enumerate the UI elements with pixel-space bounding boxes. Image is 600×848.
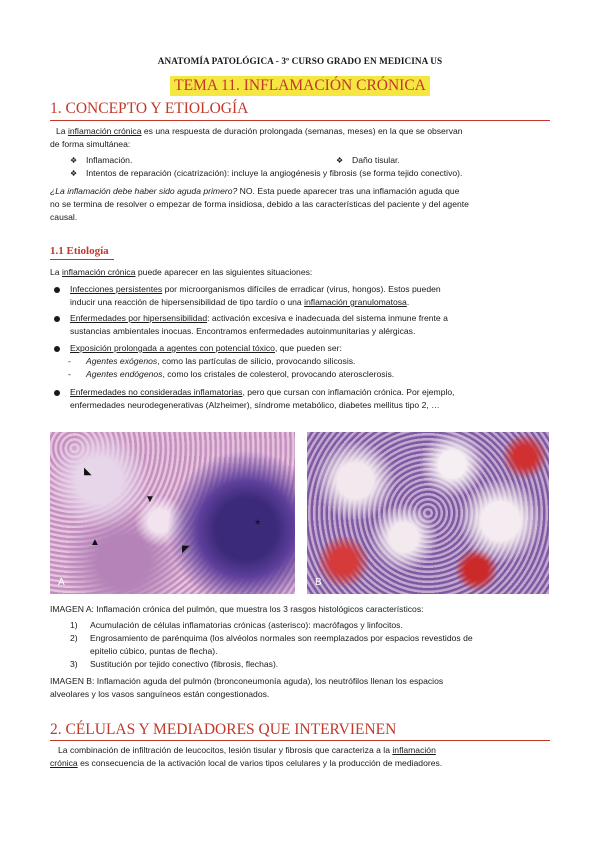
dash-icon: - (68, 369, 71, 379)
image-b-label: B (315, 577, 322, 588)
etio-item-hipersensibilidad (70, 312, 550, 338)
section2-heading: 2. CÉLULAS Y MEDIADORES QUE INTERVIENEN (50, 721, 397, 738)
etio-text: , que pueden ser: (274, 343, 342, 353)
sub-item-exogenos (86, 355, 546, 368)
etio-term: Infecciones persistentes (70, 284, 163, 294)
image-a-label: A (58, 577, 65, 588)
bullet-icon (54, 390, 60, 396)
caption-a-num: 3) (70, 659, 78, 669)
etiologia-intro (50, 266, 550, 279)
answer-3: causal. (50, 212, 78, 222)
caption-a-item: Sustitución por tejido conectivo (fibrosis, flechas). (90, 659, 279, 669)
etio-text: . (406, 297, 410, 307)
etio-item-infecciones (70, 283, 550, 309)
etio-text: enfermedades neurodegenerativas (Alzheimer), síndrome metabólico, diabetes mellitus tipo 2, … (70, 400, 440, 410)
caption-a-item: Acumulación de células inflamatorias crónicas (asterisco): macrófagos y linfocitos. (90, 620, 403, 630)
s2-text: es consecuencia de la activación local de varios tipos celulares y la producción de mediadores. (77, 758, 443, 768)
sub-term: Agentes endógenos (86, 369, 163, 379)
section1-intro (50, 125, 550, 151)
intro-post: es una respuesta de duración prolongada (semanas, meses) en la que se observan (141, 126, 463, 136)
caption-b-line: alveolares y los vasos sanguíneos están congestionados. (50, 689, 270, 699)
dash-icon: - (68, 356, 71, 366)
etio-term: Exposición prolongada a agentes con potencial tóxico (70, 343, 275, 353)
etio-intro-term: inflamación crónica (61, 267, 136, 277)
s2-term: inflamación (392, 745, 436, 755)
bullet-icon (54, 346, 60, 352)
histology-image-b (307, 432, 549, 594)
arrowhead-icon: ▲ (90, 537, 100, 548)
section2-paragraph (50, 744, 550, 770)
bullet-icon (54, 287, 60, 293)
bullet-icon (54, 316, 60, 322)
section2-rule (50, 740, 550, 741)
list-item-dano: Daño tisular. (352, 155, 400, 165)
section1-rule (50, 120, 550, 121)
caption-a-num: 1) (70, 620, 78, 630)
etiologia-heading: 1.1 Etiología (50, 245, 109, 257)
diamond-icon: ❖ (70, 169, 78, 178)
title-wrap (0, 76, 600, 96)
caption-a-item (90, 632, 550, 658)
arrow-icon: ◤ (182, 544, 190, 555)
list-item-inflamacion: Inflamación. (86, 155, 133, 165)
topic-title: TEMA 11. INFLAMACIÓN CRÓNICA (170, 76, 430, 96)
etio-text: inducir una reacción de hipersensibilidad de tipo tardío o una (70, 297, 305, 307)
question-paragraph (50, 185, 550, 224)
arrowhead-icon: ▼ (145, 494, 155, 505)
course-header: ANATOMÍA PATOLÓGICA - 3º CURSO GRADO EN MEDICINA US (157, 56, 443, 66)
etiologia-rule (50, 259, 114, 260)
caption-a-item-line: Engrosamiento de parénquima (los alvéolos normales son reemplazados por espacios revestidos de (90, 633, 473, 643)
etio-term: inflamación granulomatosa (304, 297, 407, 307)
sub-item-endogenos (86, 368, 546, 381)
etio-text: , pero que cursan con inflamación crónica. Por ejemplo, (242, 387, 455, 397)
sub-text: , como los cristales de colesterol, provocando aterosclerosis. (162, 369, 395, 379)
asterisk-mark: * (255, 516, 261, 532)
caption-a-num: 2) (70, 633, 78, 643)
etio-intro-post: puede aparecer en las siguientes situaciones: (135, 267, 313, 277)
answer-2: no se termina de resolver o empezar de forma insidiosa, debido a las características del paciente y del agente (50, 199, 469, 209)
s2-term: crónica (50, 758, 78, 768)
question-text: ¿La inflamación debe haber sido aguda primero? (50, 186, 238, 196)
etio-text: por microorganismos difíciles de erradicar (virus, hongos). Estos pueden (162, 284, 441, 294)
etio-text: : activación excesiva e inadecuada del sistema inmune frente a (207, 313, 448, 323)
sub-text: , como las partículas de silicio, provocando silicosis. (157, 356, 356, 366)
caption-b (50, 675, 550, 701)
intro-line2: de forma simultánea: (50, 139, 131, 149)
sub-term: Agentes exógenos (86, 356, 158, 366)
etio-term: Enfermedades no consideradas inflamatorias (70, 387, 243, 397)
intro-term: inflamación crónica (67, 126, 142, 136)
histology-image-a (50, 432, 295, 594)
caption-b-line: IMAGEN B: Inflamación aguda del pulmón (bronconeumonía aguda), los neutrófilos llenan los espacios (50, 676, 444, 686)
etio-term: Enfermedades por hipersensibilidad (70, 313, 208, 323)
diamond-icon: ❖ (70, 156, 78, 165)
list-item-reparacion: Intentos de reparación (cicatrización): incluye la angiogénesis y fibrosis (se forma tejido conectivo). (86, 168, 463, 178)
caption-a-title: IMAGEN A: Inflamación crónica del pulmón, que muestra los 3 rasgos histológicos característicos: (50, 604, 424, 614)
section1-heading: 1. CONCEPTO Y ETIOLOGÍA (50, 100, 249, 117)
arrow-icon: ◣ (84, 466, 92, 477)
s2-text: La combinación de infiltración de leucocitos, lesión tisular y fibrosis que caracteriza a la (58, 745, 393, 755)
caption-a-item-line: epitelio cúbico, puntas de flecha). (90, 646, 218, 656)
etio-item-no-inflamatorias (70, 386, 550, 412)
intro-pre: La (56, 126, 68, 136)
answer-1: NO. Esta puede aparecer tras una inflamación aguda que (237, 186, 460, 196)
etio-intro-pre: La (50, 267, 62, 277)
etio-text: sustancias ambientales inocuas. Encontramos enfermedades autoinmunitarias y alérgicas. (70, 326, 416, 336)
diamond-icon: ❖ (336, 156, 344, 165)
etio-item-exposicion (70, 342, 550, 355)
